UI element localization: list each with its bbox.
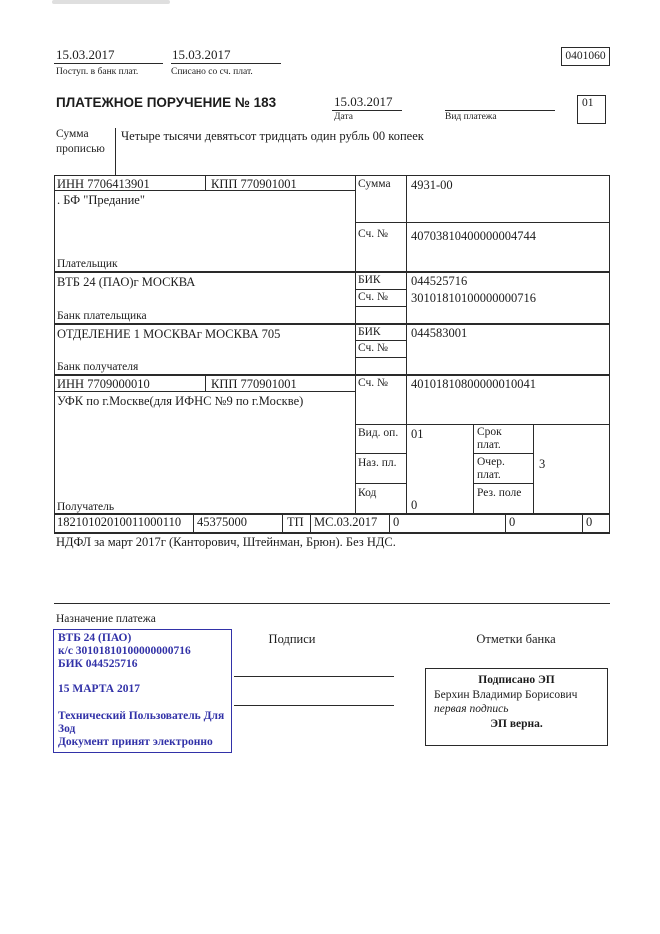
reserve-label: Рез. поле — [477, 487, 522, 499]
payment-kind-label: Вид платежа — [445, 112, 497, 122]
table-line — [406, 175, 407, 513]
payer-bank-account-label: Сч. № — [358, 291, 389, 303]
stamp-date: 15 МАРТА 2017 — [58, 683, 140, 695]
term-label: Срок плат. — [477, 426, 502, 451]
table-line — [505, 513, 506, 532]
signature-kind: первая подпись — [434, 703, 509, 715]
payer-bank-name: ВТБ 24 (ПАО)г МОСКВА — [57, 275, 196, 289]
payee-bank-bik-label: БИК — [358, 326, 381, 338]
code-value: 0 — [411, 498, 418, 512]
operation-type-label: Вид. оп. — [358, 427, 399, 439]
oktmo-field: 45375000 — [197, 515, 247, 529]
payee-bank-label: Банк получателя — [57, 361, 139, 373]
payment-purpose-label: Назначение платежа — [56, 613, 156, 625]
stamp-corr-account: к/с 30101810100000000716 — [58, 645, 191, 657]
amount-words-label-2: прописью — [56, 143, 105, 155]
payer-account-label: Сч. № — [358, 228, 389, 240]
stamp-user-line2: Зод — [58, 723, 76, 735]
bank-electronic-stamp — [53, 629, 232, 753]
bank-marks-label: Отметки банка — [476, 632, 556, 646]
table-line — [389, 513, 390, 532]
table-line — [355, 222, 610, 223]
debited-date-underline — [171, 63, 281, 64]
table-line — [473, 483, 534, 484]
signer-name: Берхин Владимир Борисович — [434, 688, 578, 701]
payee-label: Получатель — [57, 501, 115, 513]
amount-words-divider — [115, 128, 116, 175]
table-line — [54, 374, 610, 376]
ep-verified: ЭП верна. — [490, 717, 543, 730]
signatures-label: Подписи — [268, 632, 316, 646]
table-right-border — [609, 175, 610, 532]
payee-kpp: КПП 770901001 — [211, 377, 297, 391]
order-value: 3 — [539, 457, 546, 471]
table-left-border — [54, 175, 55, 532]
table-line — [54, 271, 610, 273]
payer-bank-bik-label: БИК — [358, 274, 381, 286]
table-line — [582, 513, 583, 532]
payee-account: 40101810800000010041 — [411, 377, 536, 391]
bank-marks-box — [425, 668, 608, 746]
received-in-bank-date: 15.03.2017 — [56, 47, 115, 62]
table-line — [355, 306, 407, 307]
table-line — [473, 424, 474, 513]
order-label: Очер. плат. — [477, 456, 505, 481]
payer-bank-label: Банк плательщика — [57, 310, 147, 322]
kbk-field: 18210102010011000110 — [57, 515, 182, 529]
payee-account-label: Сч. № — [358, 377, 389, 389]
payer-bank-account: 30101810100000000716 — [411, 291, 536, 305]
stamp-bik: БИК 044525716 — [58, 658, 138, 670]
table-line — [355, 175, 356, 513]
payer-kpp: КПП 770901001 — [211, 177, 297, 191]
amount-value: 4931-00 — [411, 178, 453, 192]
date-field: 0 — [509, 515, 516, 529]
payer-name: . БФ "Предание" — [57, 193, 145, 207]
payer-label: Плательщик — [57, 258, 118, 270]
type-field: 0 — [586, 515, 593, 529]
signature-line-2 — [234, 705, 394, 706]
purpose-code-label: Наз. пл. — [358, 457, 397, 469]
table-line — [205, 374, 206, 391]
code-label: Код — [358, 487, 377, 499]
signed-ep-title: Подписано ЭП — [478, 674, 555, 686]
table-line — [54, 532, 610, 534]
table-line — [355, 357, 407, 358]
table-line — [355, 453, 407, 454]
operation-type: 01 — [411, 427, 424, 441]
purpose-section-line — [54, 603, 610, 604]
number-field: 0 — [393, 515, 400, 529]
form-code-box: 0401060 — [561, 47, 610, 66]
stamp-bank-name: ВТБ 24 (ПАО) — [58, 632, 132, 644]
table-line — [355, 483, 407, 484]
amount-words-label-1: Сумма — [56, 128, 89, 140]
table-line — [473, 453, 534, 454]
debited-date: 15.03.2017 — [172, 47, 231, 62]
payer-inn: ИНН 7706413901 — [57, 177, 150, 191]
table-line — [282, 513, 283, 532]
table-line — [205, 175, 206, 190]
document-title: ПЛАТЕЖНОЕ ПОРУЧЕНИЕ № 183 — [56, 95, 277, 110]
stamp-user-line1: Технический Пользователь Для — [58, 710, 225, 722]
payer-account: 40703810400000004744 — [411, 229, 536, 243]
table-line — [193, 513, 194, 532]
amount-in-words: Четыре тысячи девятьсот тридцать один рубль 00 копеек — [121, 129, 424, 143]
table-line — [310, 513, 311, 532]
debited-label: Списано со сч. плат. — [171, 67, 253, 77]
scan-crop-artifact — [52, 0, 170, 4]
payee-inn: ИНН 7709000010 — [57, 377, 150, 391]
amount-label: Сумма — [358, 178, 391, 190]
payer-bank-bik: 044525716 — [411, 274, 468, 288]
document-date: 15.03.2017 — [334, 94, 393, 109]
basis-field: ТП — [287, 515, 304, 529]
payee-bank-account-label: Сч. № — [358, 342, 389, 354]
date-label: Дата — [334, 112, 353, 122]
payee-bank-name: ОТДЕЛЕНИЕ 1 МОСКВАг МОСКВА 705 — [57, 327, 281, 341]
stamp-note: Документ принят электронно — [58, 736, 213, 748]
table-line — [54, 323, 610, 325]
status-code-box: 01 — [577, 95, 606, 124]
payee-name: УФК по г.Москве(для ИФНС №9 по г.Москве) — [57, 394, 304, 408]
payment-purpose-text: НДФЛ за март 2017г (Канторович, Штейнман, Брюн). Без НДС. — [56, 535, 396, 549]
table-line — [533, 424, 534, 513]
signature-line-1 — [234, 676, 394, 677]
received-in-bank-label: Поступ. в банк плат. — [56, 67, 139, 77]
payee-bank-bik: 044583001 — [411, 326, 468, 340]
period-field: МС.03.2017 — [314, 515, 378, 529]
received-date-underline — [54, 63, 163, 64]
